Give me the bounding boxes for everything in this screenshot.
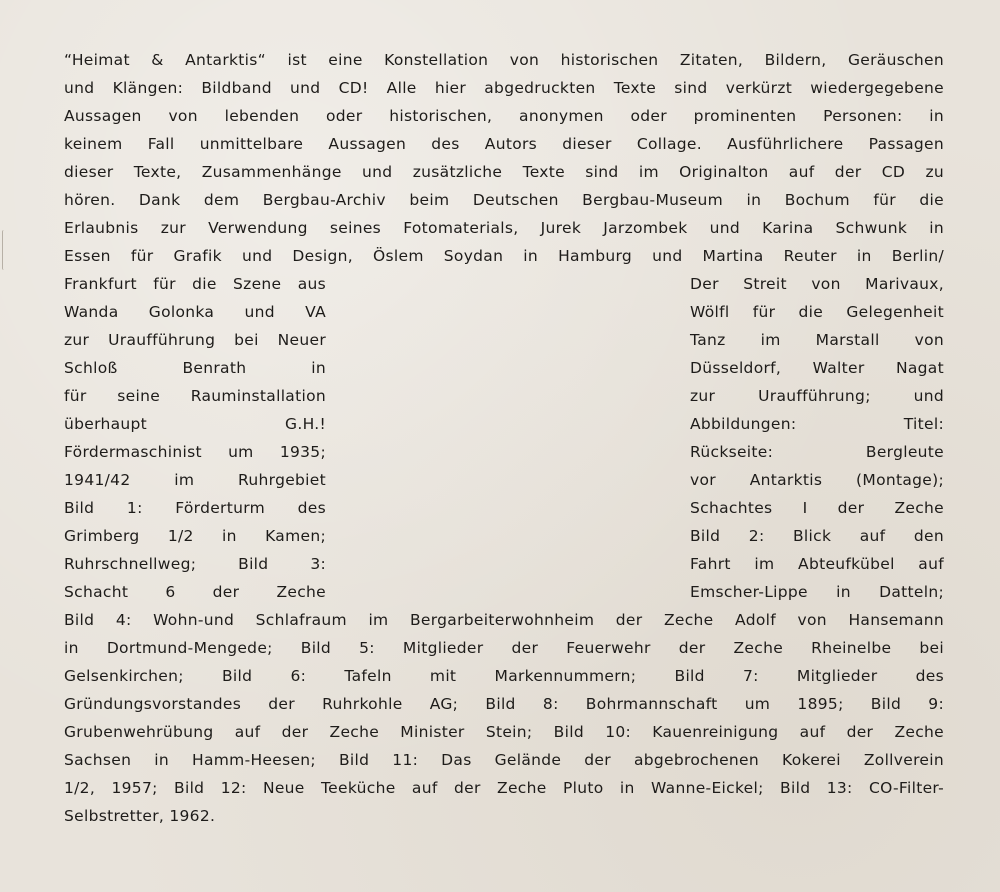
left-column-line-10: Grimberg 1/2 in Kamen; bbox=[64, 527, 326, 545]
intro-line-1: “Heimat & Antarktis“ ist eine Konstellation von historischen Zitaten, Bildern, Geräuschen bbox=[64, 51, 944, 69]
right-column-line-12: Emscher-Lippe in Datteln; bbox=[690, 583, 944, 601]
right-column-line-6: Abbildungen: Titel: bbox=[690, 415, 944, 433]
left-column-line-7: Fördermaschinist um 1935; bbox=[64, 443, 326, 461]
right-column-line-1: Der Streit von Marivaux, bbox=[690, 275, 944, 293]
intro-line-7: Erlaubnis zur Verwendung seines Fotomaterials, Jurek Jarzombek und Karina Schwunk in bbox=[64, 219, 944, 237]
right-column-line-4: Düsseldorf, Walter Nagat bbox=[690, 359, 944, 377]
right-column-line-11: Fahrt im Abteufkübel auf bbox=[690, 555, 944, 573]
right-column-line-10: Bild 2: Blick auf den bbox=[690, 527, 944, 545]
right-column-line-3: Tanz im Marstall von bbox=[690, 331, 944, 349]
intro-line-4: keinem Fall unmittelbare Aussagen des Autors dieser Collage. Ausführlichere Passagen bbox=[64, 135, 944, 153]
outro-line-1: Bild 4: Wohn-und Schlafraum im Bergarbeiterwohnheim der Zeche Adolf von Hansemann bbox=[64, 611, 944, 629]
outro-line-7: 1/2, 1957; Bild 12: Neue Teeküche auf der Zeche Pluto in Wanne-Eickel; Bild 13: CO-Filter- bbox=[64, 779, 944, 797]
intro-line-3: Aussagen von lebenden oder historischen, anonymen oder prominenten Personen: in bbox=[64, 107, 944, 125]
intro-line-6: hören. Dank dem Bergbau-Archiv beim Deutschen Bergbau-Museum in Bochum für die bbox=[64, 191, 944, 209]
left-column-line-5: für seine Rauminstallation bbox=[64, 387, 326, 405]
right-column-line-5: zur Uraufführung; und bbox=[690, 387, 944, 405]
right-column-line-2: Wölfl für die Gelegenheit bbox=[690, 303, 944, 321]
left-column-line-8: 1941/42 im Ruhrgebiet bbox=[64, 471, 326, 489]
outro-line-2: in Dortmund-Mengede; Bild 5: Mitglieder der Feuerwehr der Zeche Rheinelbe bei bbox=[64, 639, 944, 657]
left-column-line-9: Bild 1: Förderturm des bbox=[64, 499, 326, 517]
outro-line-5: Grubenwehrübung auf der Zeche Minister Stein; Bild 10: Kauenreinigung auf der Zeche bbox=[64, 723, 944, 741]
page-edge-mark bbox=[2, 230, 6, 270]
left-column-line-3: zur Uraufführung bei Neuer bbox=[64, 331, 326, 349]
outro-line-3: Gelsenkirchen; Bild 6: Tafeln mit Markennummern; Bild 7: Mitglieder des bbox=[64, 667, 944, 685]
left-column-line-2: Wanda Golonka und VA bbox=[64, 303, 326, 321]
left-column-line-11: Ruhrschnellweg; Bild 3: bbox=[64, 555, 326, 573]
left-column-line-6: überhaupt G.H.! bbox=[64, 415, 326, 433]
intro-line-2: und Klängen: Bildband und CD! Alle hier abgedruckten Texte sind verkürzt wiedergegebene bbox=[64, 79, 944, 97]
intro-line-5: dieser Texte, Zusammenhänge und zusätzliche Texte sind im Originalton auf der CD zu bbox=[64, 163, 944, 181]
right-column-line-8: vor Antarktis (Montage); bbox=[690, 471, 944, 489]
right-column-line-7: Rückseite: Bergleute bbox=[690, 443, 944, 461]
right-column-line-9: Schachtes I der Zeche bbox=[690, 499, 944, 517]
outro-line-8: Selbstretter, 1962. bbox=[64, 807, 216, 825]
outro-line-6: Sachsen in Hamm-Heesen; Bild 11: Das Gelände der abgebrochenen Kokerei Zollverein bbox=[64, 751, 944, 769]
left-column-line-4: Schloß Benrath in bbox=[64, 359, 326, 377]
intro-line-8: Essen für Grafik und Design, Öslem Soydan in Hamburg und Martina Reuter in Berlin/ bbox=[64, 247, 944, 265]
left-column-line-1: Frankfurt für die Szene aus bbox=[64, 275, 326, 293]
left-column-line-12: Schacht 6 der Zeche bbox=[64, 583, 326, 601]
outro-line-4: Gründungsvorstandes der Ruhrkohle AG; Bild 8: Bohrmannschaft um 1895; Bild 9: bbox=[64, 695, 944, 713]
